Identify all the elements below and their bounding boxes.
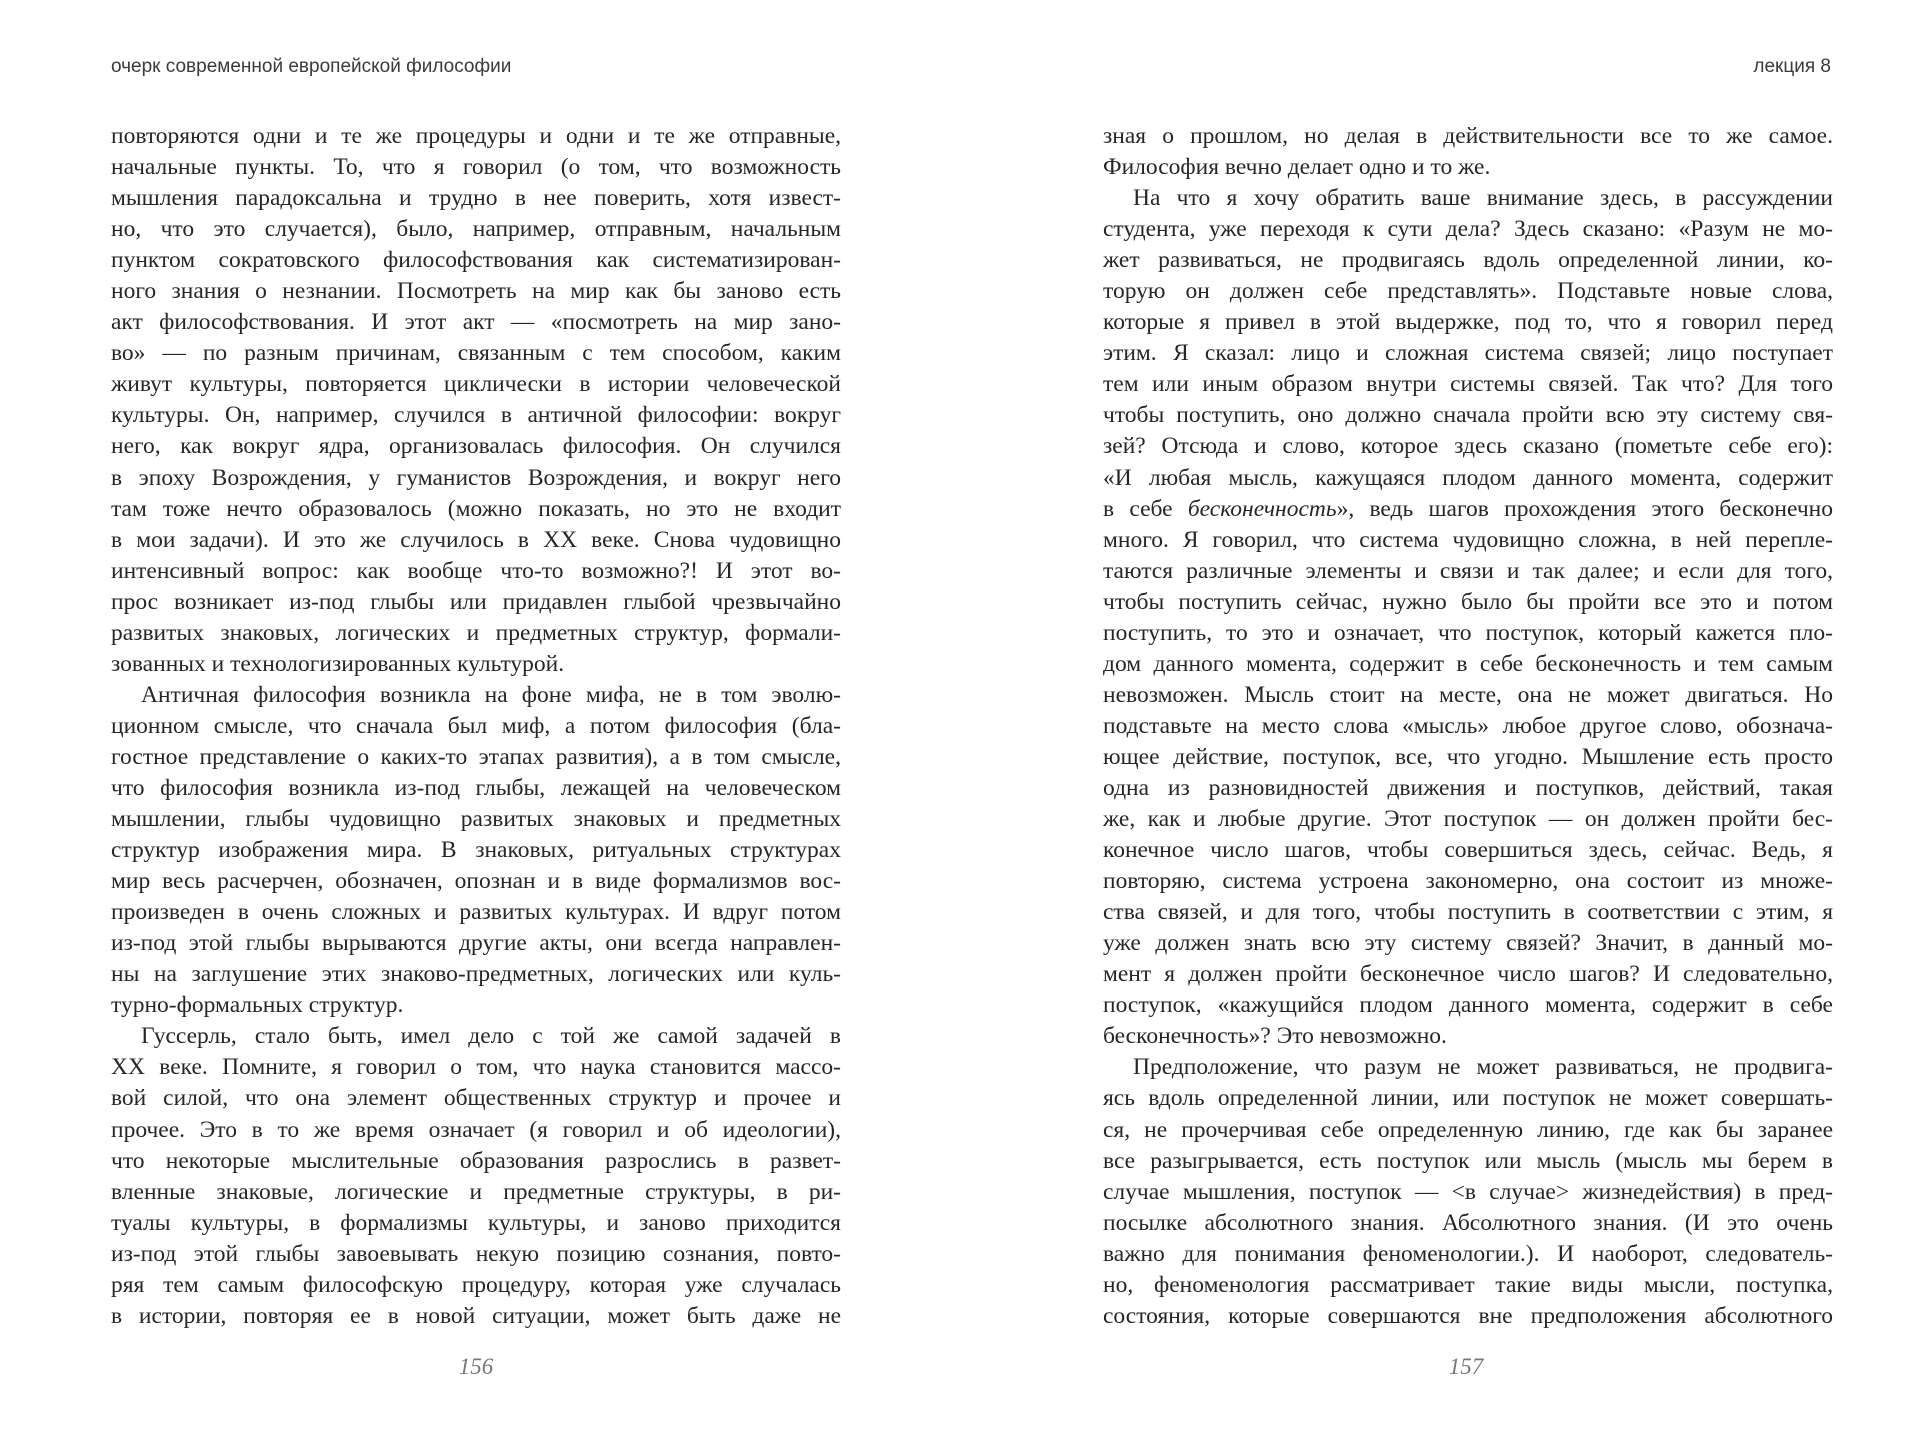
text-line: вой силой, что она элемент общественных структур и прочее и bbox=[111, 1085, 841, 1112]
text-line: ны на заглушение этих знаково-предметных, логических или куль- bbox=[111, 961, 841, 988]
text-line: посылке абсолютного знания. Абсолютного знания. (И это очень bbox=[1103, 1209, 1833, 1236]
text-line: этим. Я сказал: лицо и сложная система связей; лицо поступает bbox=[1103, 340, 1833, 367]
text-line: таются различные элементы и связи и так далее; и если для того, bbox=[1103, 557, 1833, 584]
text-line: структур изображения мира. В знаковых, ритуальных структурах bbox=[111, 837, 841, 864]
text-line: поступок, «кажущийся плодом данного момента, содержит в себе bbox=[1103, 992, 1833, 1019]
text-line: что философия возникла из-под глыбы, лежащей на человеческом bbox=[111, 774, 841, 801]
text-line: важно для понимания феноменологии.). И наоборот, следователь- bbox=[1103, 1240, 1833, 1267]
text-line: но, что это случается), было, например, отправным, начальным bbox=[111, 216, 841, 243]
running-header-left: очерк современной европейской философии bbox=[111, 56, 512, 77]
text-line: тем или иным образом внутри системы связей. Так что? Для того bbox=[1103, 371, 1833, 398]
text-segment: в себе bbox=[1103, 495, 1188, 522]
text-line: повторяются одни и те же процедуры и одни и те же отправные, bbox=[111, 123, 841, 149]
text-line: в истории, повторяя ее в новой ситуации, может быть даже не bbox=[111, 1302, 841, 1329]
text-line: чтобы поступить сейчас, нужно было бы пройти все это и потом bbox=[1103, 588, 1833, 615]
text-line: же, как и любые другие. Этот поступок — он должен пройти бес- bbox=[1103, 806, 1833, 833]
text-line: много. Я говорил, что система чудовищно сложна, в ней перепле- bbox=[1103, 526, 1833, 553]
text-line: мышления парадоксальна и трудно в нее поверить, хотя извест- bbox=[111, 185, 841, 212]
text-line: мент я должен пройти бесконечное число шагов? И следовательно, bbox=[1103, 961, 1833, 988]
text-line: торую он должен себе представлять». Подставьте новые слова, bbox=[1103, 278, 1833, 305]
text-line: зованных и технологизированных культурой. bbox=[111, 650, 565, 677]
text-line: зей? Отсюда и слово, которое здесь сказано (пометьте себе его): bbox=[1103, 433, 1833, 460]
text-line: развитых знаковых, логических и предметных структур, формали- bbox=[111, 619, 841, 646]
text-line: там тоже нечто образовалось (можно показать, но это не входит bbox=[111, 495, 841, 522]
text-line: ясь вдоль определенной линии, или поступок не может совершать- bbox=[1103, 1085, 1833, 1112]
text-line: вленные знаковые, логические и предметные структуры, в ри- bbox=[111, 1178, 841, 1205]
text-line: ся, не прочерчивая себе определенную линию, где как бы заранее bbox=[1103, 1116, 1833, 1143]
text-line: все разыгрывается, есть поступок или мысль (мысль мы берем в bbox=[1103, 1147, 1833, 1174]
text-line: которые я привел в этой выдержке, под то, что я говорил перед bbox=[1103, 309, 1833, 336]
text-line: гостное представление о каких-то этапах развития), а в том смысле, bbox=[111, 743, 841, 770]
text-line: произведен в очень сложных и развитых культурах. И вдруг потом bbox=[111, 899, 841, 926]
text-line: поступить, то это и означает, что поступок, который кажется пло- bbox=[1103, 619, 1833, 646]
running-header-right: лекция 8 bbox=[1753, 56, 1831, 77]
text-line: Гуссерль, стало быть, имел дело с той же самой задачей в bbox=[141, 1023, 841, 1050]
text-line: мышлении, глыбы чудовищно развитых знаковых и предметных bbox=[111, 806, 841, 833]
text-line: чтобы поступить, оно должно сначала пройти всю эту систему свя- bbox=[1103, 402, 1833, 429]
text-line: уже должен знать всю эту систему связей? Значит, в данный мо- bbox=[1103, 930, 1833, 957]
text-line: акт философствования. И этот акт — «посмотреть на мир зано- bbox=[111, 309, 841, 336]
text-line: мир весь расчерчен, обозначен, опознан и в виде формализмов вос- bbox=[111, 868, 841, 895]
text-line: случае мышления, поступок — <в случае> жизнедействия) в пред- bbox=[1103, 1178, 1833, 1205]
text-line: XX веке. Помните, я говорил о том, что наука становится массо- bbox=[111, 1054, 841, 1081]
text-line: Предположение, что разум не может развиваться, не продвига- bbox=[1133, 1054, 1833, 1081]
text-line: пунктом сократовского философствования как систематизирован- bbox=[111, 247, 841, 274]
text-line: конечное число шагов, чтобы совершиться здесь, сейчас. Ведь, я bbox=[1103, 837, 1833, 864]
text-line: из-под этой глыбы завоевывать некую позицию сознания, повто- bbox=[111, 1240, 841, 1267]
text-line: бесконечность»? Это невозможно. bbox=[1103, 1023, 1447, 1050]
text-line: студента, уже переходя к сути дела? Здесь сказано: «Разум не мо- bbox=[1103, 216, 1833, 243]
text-line: повторяю, система устроена закономерно, она состоит из множе- bbox=[1103, 868, 1833, 895]
right-page-body bbox=[1103, 121, 1833, 1332]
text-line: невозможен. Мысль стоит на месте, она не может двигаться. Но bbox=[1103, 681, 1833, 708]
text-line: ряя тем самым философскую процедуру, которая уже случалась bbox=[111, 1271, 841, 1298]
text-line: начальные пункты. То, что я говорил (о том, что возможность bbox=[111, 154, 841, 181]
text-segment: », ведь шагов прохождения этого бесконечно bbox=[1336, 495, 1833, 522]
text-line: подставьте на место слова «мысль» любое другое слово, обознача- bbox=[1103, 712, 1833, 739]
page-number-left: 156 bbox=[458, 1354, 494, 1379]
left-page-body bbox=[111, 121, 841, 1332]
text-line: жет развиваться, не продвигаясь вдоль определенной линии, ко- bbox=[1103, 247, 1833, 274]
text-line: турно-формальных структур. bbox=[111, 992, 404, 1019]
page-number-right: 157 bbox=[1448, 1354, 1484, 1379]
text-line: что некоторые мыслительные образования разрослись в развет- bbox=[111, 1147, 841, 1174]
text-line: ционном смысле, что сначала был миф, а потом философия (бла- bbox=[111, 712, 841, 739]
text-line: ства связей, и для того, чтобы поступить в соответствии с этим, я bbox=[1103, 899, 1833, 926]
text-line: дом данного момента, содержит в себе бесконечность и тем самым bbox=[1103, 650, 1833, 677]
text-line: туалы культуры, в формализмы культуры, и заново приходится bbox=[111, 1209, 841, 1236]
text-line: ного знания о незнании. Посмотреть на мир как бы заново есть bbox=[111, 278, 841, 305]
text-line: прочее. Это в то же время означает (я говорил и об идеологии), bbox=[111, 1116, 841, 1143]
text-line: во» — по разным причинам, связанным с тем способом, каким bbox=[111, 340, 841, 367]
text-line: в эпоху Возрождения, у гуманистов Возрождения, и вокруг него bbox=[111, 464, 841, 491]
text-line bbox=[1103, 494, 1833, 525]
text-line: На что я хочу обратить ваше внимание здесь, в рассуждении bbox=[1133, 185, 1833, 212]
text-line: Античная философия возникла на фоне мифа, не в том эволю- bbox=[141, 681, 841, 708]
text-line: живут культуры, повторяется циклически в истории человеческой bbox=[111, 371, 841, 398]
text-line: из-под этой глыбы вырываются другие акты, они всегда направлен- bbox=[111, 930, 841, 957]
text-line: но, феноменология рассматривает такие виды мысли, поступка, bbox=[1103, 1271, 1833, 1298]
text-line: него, как вокруг ядра, организовалась философия. Он случился bbox=[111, 433, 841, 460]
text-line: в мои задачи). И это же случилось в XX веке. Снова чудовищно bbox=[111, 526, 841, 553]
text-line: ющее действие, поступок, все, что угодно. Мышление есть просто bbox=[1103, 743, 1833, 770]
text-line: прос возникает из-под глыбы или придавлен глыбой чрезвычайно bbox=[111, 588, 841, 615]
text-line: Философия вечно делает одно и то же. bbox=[1103, 154, 1491, 181]
text-line: зная о прошлом, но делая в действительности все то же самое. bbox=[1103, 123, 1833, 149]
text-line: состояния, которые совершаются вне предположения абсолютного bbox=[1103, 1302, 1833, 1329]
text-line: «И любая мысль, кажущаяся плодом данного момента, содержит bbox=[1103, 464, 1833, 491]
text-line: культуры. Он, например, случился в античной философии: вокруг bbox=[111, 402, 841, 429]
italic-emphasis: бесконечность bbox=[1187, 495, 1337, 522]
text-line: интенсивный вопрос: как вообще что-то возможно?! И этот во- bbox=[111, 557, 841, 584]
text-line: одна из разновидностей движения и поступков, действий, такая bbox=[1103, 774, 1833, 801]
